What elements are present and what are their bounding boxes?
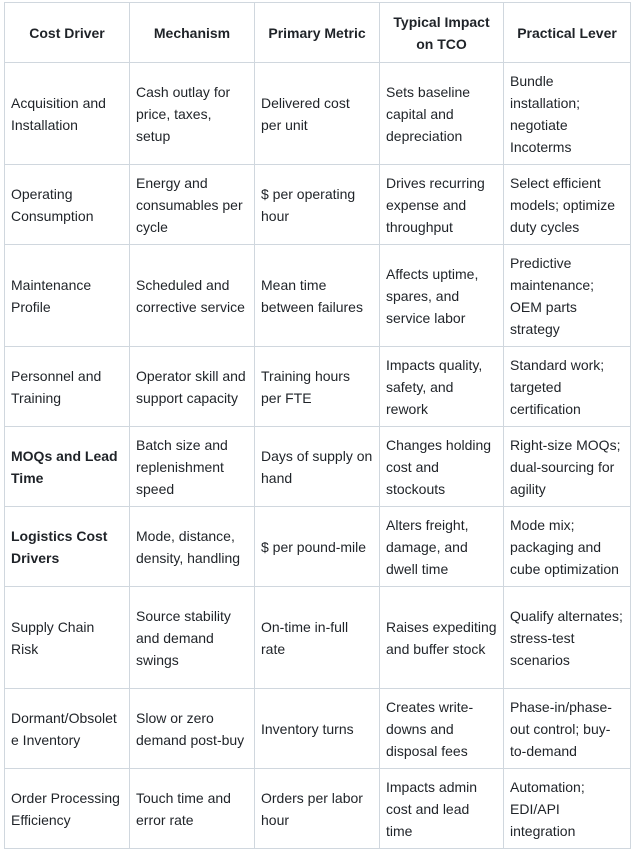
cell-mechanism: Mode, distance, density, handling [130,507,255,587]
cell-mechanism: Touch time and error rate [130,769,255,849]
cell-mechanism: Batch size and replenishment speed [130,427,255,507]
header-cost-driver: Cost Driver [5,3,130,63]
table-row [5,347,631,427]
cell-practical-lever: Qualify alternates; stress-test scenarios [504,587,631,689]
cell-typical-impact: Affects uptime, spares, and service labor [380,245,504,347]
cell-primary-metric: $ per pound-mile [255,507,380,587]
table-row [5,689,631,769]
table-row [5,769,631,849]
cell-typical-impact: Creates write-downs and disposal fees [380,689,504,769]
cell-primary-metric: Inventory turns [255,689,380,769]
cell-mechanism: Slow or zero demand post-buy [130,689,255,769]
table-row [5,427,631,507]
table-row [5,165,631,245]
cell-typical-impact: Sets baseline capital and depreciation [380,63,504,165]
cell-cost-driver: Maintenance Profile [5,245,130,347]
cell-primary-metric: Delivered cost per unit [255,63,380,165]
cell-cost-driver: Logistics Cost Drivers [5,507,130,587]
header-practical-lever: Practical Lever [504,3,631,63]
cell-cost-driver: Order Processing Efficiency [5,769,130,849]
header-primary-metric: Primary Metric [255,3,380,63]
cell-mechanism: Scheduled and corrective service [130,245,255,347]
cell-mechanism: Cash outlay for price, taxes, setup [130,63,255,165]
table-row [5,507,631,587]
cell-typical-impact: Raises expediting and buffer stock [380,587,504,689]
cell-practical-lever: Automation; EDI/API integration [504,769,631,849]
cell-primary-metric: Mean time between failures [255,245,380,347]
cell-cost-driver: Supply Chain Risk [5,587,130,689]
cell-practical-lever: Standard work; targeted certification [504,347,631,427]
cell-primary-metric: Days of supply on hand [255,427,380,507]
cell-cost-driver: MOQs and Lead Time [5,427,130,507]
cell-typical-impact: Impacts quality, safety, and rework [380,347,504,427]
header-typical-impact: Typical Impact on TCO [380,3,504,63]
cell-primary-metric: On-time in-full rate [255,587,380,689]
header-mechanism: Mechanism [130,3,255,63]
cell-practical-lever: Bundle installation; negotiate Incoterms [504,63,631,165]
cell-typical-impact: Impacts admin cost and lead time [380,769,504,849]
cell-typical-impact: Drives recurring expense and throughput [380,165,504,245]
cell-cost-driver: Dormant/Obsolete Inventory [5,689,130,769]
cell-primary-metric: Orders per labor hour [255,769,380,849]
cell-practical-lever: Right-size MOQs; dual-sourcing for agility [504,427,631,507]
cell-mechanism: Operator skill and support capacity [130,347,255,427]
cell-cost-driver: Operating Consumption [5,165,130,245]
cell-cost-driver: Personnel and Training [5,347,130,427]
cell-typical-impact: Alters freight, damage, and dwell time [380,507,504,587]
table-row [5,63,631,165]
table-row [5,245,631,347]
cell-typical-impact: Changes holding cost and stockouts [380,427,504,507]
cell-primary-metric: Training hours per FTE [255,347,380,427]
table-row [5,587,631,689]
cell-mechanism: Source stability and demand swings [130,587,255,689]
cell-cost-driver: Acquisition and Installation [5,63,130,165]
cell-practical-lever: Phase-in/phase-out control; buy-to-demand [504,689,631,769]
tco-cost-driver-table [4,2,631,849]
table-header-row [5,3,631,63]
cell-primary-metric: $ per operating hour [255,165,380,245]
cell-practical-lever: Select efficient models; optimize duty cycles [504,165,631,245]
cell-practical-lever: Mode mix; packaging and cube optimization [504,507,631,587]
cell-mechanism: Energy and consumables per cycle [130,165,255,245]
cell-practical-lever: Predictive maintenance; OEM parts strategy [504,245,631,347]
